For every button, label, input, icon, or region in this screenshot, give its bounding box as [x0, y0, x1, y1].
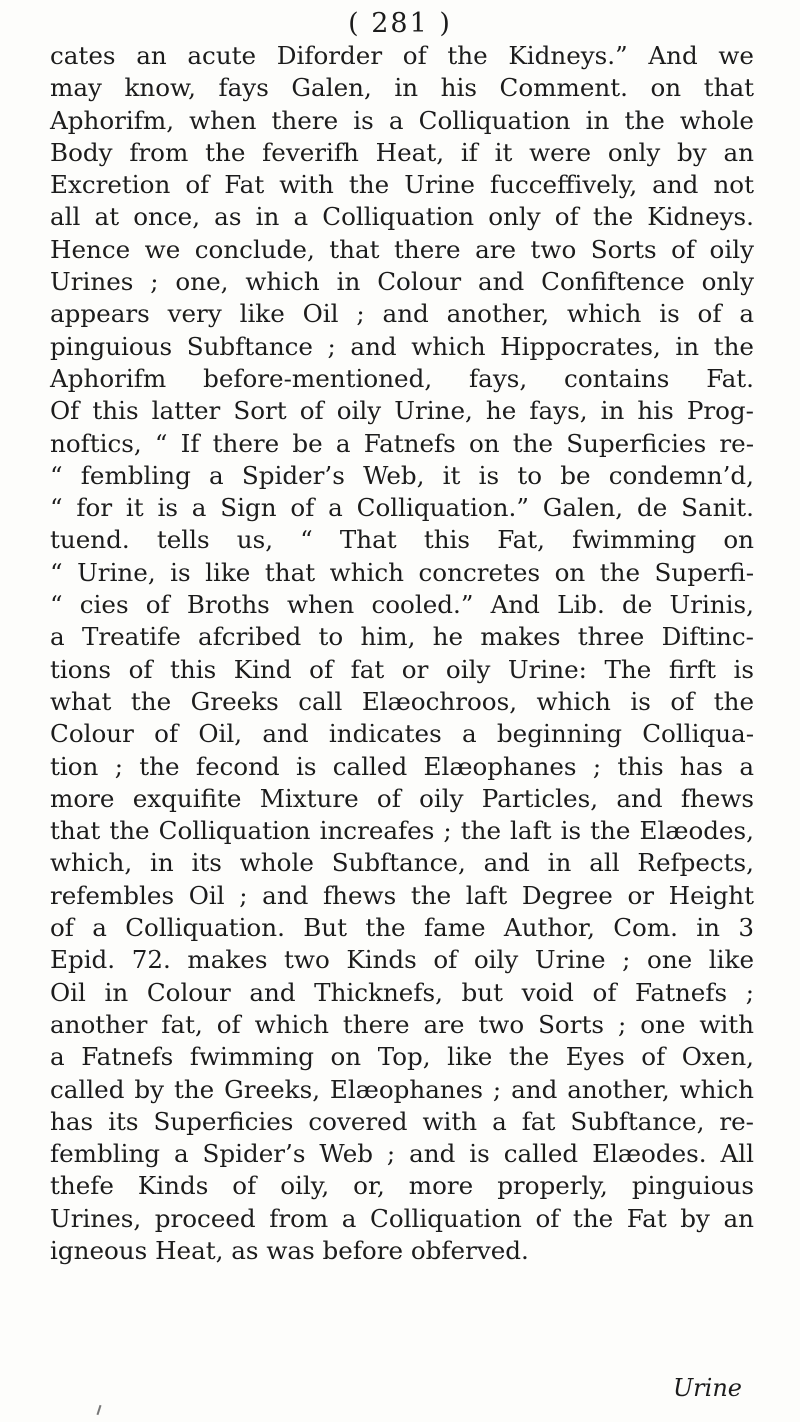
text-line: Epid. 72. makes two Kinds of oily Urine ; one like — [50, 945, 754, 975]
text-line: appears very like Oil ; and another, which is of a — [50, 299, 754, 329]
text-line: “ fembling a Spider’s Web, it is to be condemn’d, — [50, 460, 754, 490]
text-line: “ for it is a Sign of a Colliquation.” Galen, de Sanit. — [50, 493, 754, 523]
text-line: refembles Oil ; and fhews the laft Degree or Height — [50, 880, 754, 910]
text-line: “ Urine, is like that which concretes on the Superfi- — [50, 557, 754, 587]
text-line: all at once, as in a Colliquation only of the Kidneys. — [50, 202, 754, 232]
text-line: tion ; the fecond is called Elæophanes ; this has a — [50, 751, 754, 781]
text-line: which, in its whole Subftance, and in all Refpects, — [50, 848, 754, 878]
text-line: Urines, proceed from a Colliquation of the Fat by an — [50, 1203, 754, 1233]
text-line: Body from the feverifh Heat, if it were only by an — [50, 137, 754, 167]
text-line: fembling a Spider’s Web ; and is called Elæodes. All — [50, 1139, 754, 1169]
text-line: a Fatnefs fwimming on Top, like the Eyes of Oxen, — [50, 1042, 754, 1072]
text-line: noftics, “ If there be a Fatnefs on the Superficies re- — [50, 428, 754, 458]
page-number: ( 281 ) — [348, 8, 452, 39]
text-line: Aphorifm before-mentioned, fays, contains Fat. — [50, 363, 754, 393]
text-line: tions of this Kind of fat or oily Urine: The firft is — [50, 654, 754, 684]
text-line: pinguious Subftance ; and which Hippocrates, in the — [50, 331, 754, 361]
text-line: what the Greeks call Elæochroos, which is of the — [50, 686, 754, 716]
text-line: Colour of Oil, and indicates a beginning Colliqua- — [50, 719, 754, 749]
text-line: “ cies of Broths when cooled.” And Lib. de Urinis, — [50, 590, 754, 620]
text-line: Aphorifm, when there is a Colliquation in the whole — [50, 105, 754, 135]
body-text — [50, 40, 754, 1267]
text-line: Excretion of Fat with the Urine fucceffively, and not — [50, 170, 754, 200]
text-line: another fat, of which there are two Sorts ; one with — [50, 1009, 754, 1039]
text-line: has its Superficies covered with a fat Subftance, re- — [50, 1106, 754, 1136]
catchword: Urine — [672, 1374, 742, 1402]
text-line: cates an acute Diforder of the Kidneys.” And we — [50, 41, 754, 70]
text-line: a Treatife afcribed to him, he makes three Diftinc- — [50, 622, 754, 652]
ink-speck — [97, 1405, 102, 1415]
text-line: may know, fays Galen, in his Comment. on that — [50, 73, 754, 103]
text-line: Oil in Colour and Thicknefs, but void of Fatnefs ; — [50, 977, 754, 1007]
text-line: igneous Heat, as was before obferved. — [50, 1235, 529, 1265]
text-line: Hence we conclude, that there are two Sorts of oily — [50, 234, 754, 264]
text-line: Urines ; one, which in Colour and Confiftence only — [50, 267, 754, 297]
text-line: called by the Greeks, Elæophanes ; and another, which — [50, 1074, 754, 1104]
text-line: that the Colliquation increafes ; the laft is the Elæodes, — [50, 816, 754, 846]
text-line: of a Colliquation. But the fame Author, Com. in 3 — [50, 913, 754, 943]
text-line: tuend. tells us, “ That this Fat, fwimming on — [50, 525, 754, 555]
text-line: more exquifite Mixture of oily Particles, and fhews — [50, 783, 754, 813]
text-line: Of this latter Sort of oily Urine, he fays, in his Prog- — [50, 396, 754, 426]
text-line: thefe Kinds of oily, or, more properly, pinguious — [50, 1171, 754, 1201]
